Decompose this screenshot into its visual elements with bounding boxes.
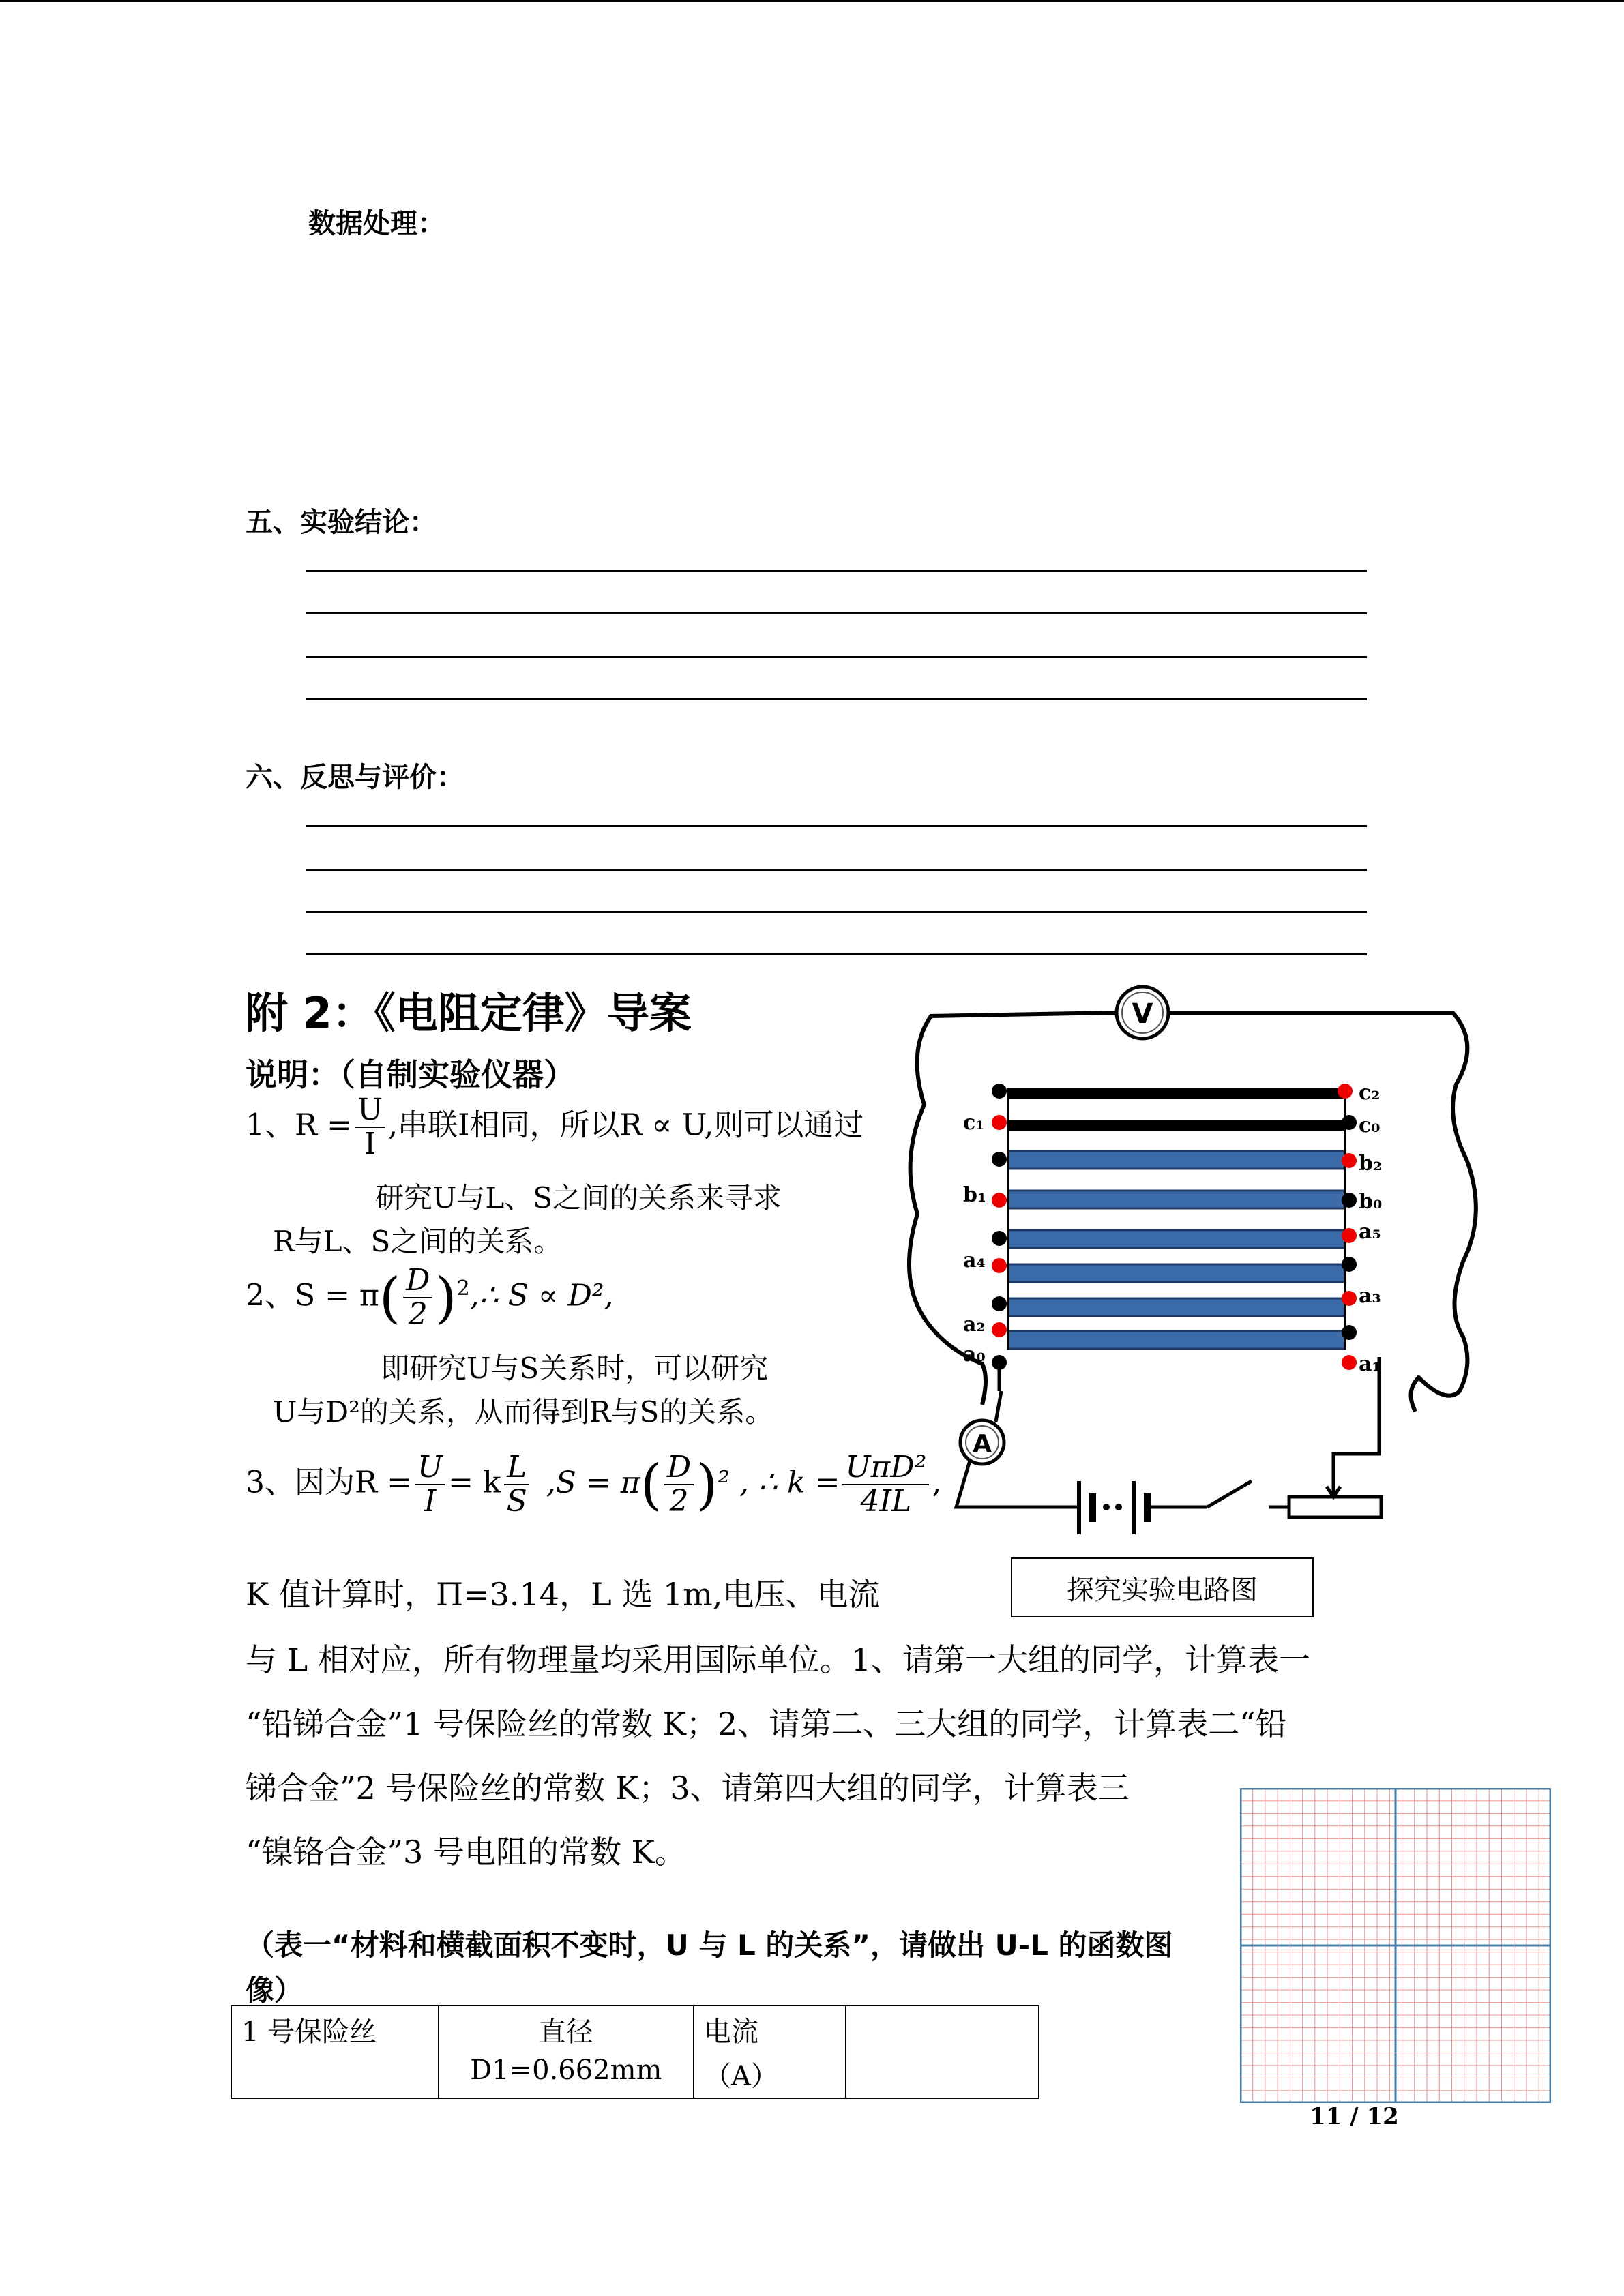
label-b1: b₁ xyxy=(963,1183,987,1207)
paren-right: ) xyxy=(696,1452,718,1517)
appendix-note: 说明：（自制实验仪器） xyxy=(246,1056,575,1093)
label-b0: b₀ xyxy=(1359,1190,1383,1214)
label-c1: c₁ xyxy=(963,1111,985,1135)
top-border xyxy=(0,0,1624,2)
answer-line xyxy=(306,911,1367,913)
cell-text: 直径 xyxy=(538,2016,593,2048)
item-1-line2: 研究U与L、S之间的关系来寻求 xyxy=(375,1181,782,1214)
item-1-line3: R与L、S之间的关系。 xyxy=(273,1225,563,1258)
answer-line xyxy=(306,656,1367,658)
switch xyxy=(1207,1481,1252,1507)
label-c0: c₀ xyxy=(1359,1114,1381,1137)
table1-caption-line1: （表一“材料和横截面积不变时，U 与 L 的关系”，请做出 U-L 的函数图 xyxy=(246,1928,1173,1962)
ammeter xyxy=(960,1420,1004,1464)
paragraph-line: “铅锑合金”1 号保险丝的常数 K；2、请第二、三大组的同学，计算表二“铅 xyxy=(246,1705,1287,1742)
wire-ammeter-link xyxy=(996,1391,1001,1422)
table-cell-current xyxy=(694,2006,846,2098)
item-1-rest: ,串联I相同，所以R ∝ U,则可以通过 xyxy=(388,1107,864,1143)
paren-left: ( xyxy=(640,1452,662,1517)
item-3-end: , xyxy=(932,1465,942,1500)
answer-line xyxy=(306,570,1367,572)
table-cell-empty[interactable] xyxy=(846,2006,1039,2098)
paren-left: ( xyxy=(379,1266,401,1330)
label-c2: c₂ xyxy=(1359,1081,1381,1105)
label-a4: a₄ xyxy=(963,1249,986,1272)
voltmeter-label: V xyxy=(1132,998,1153,1030)
fraction: $\frac{\text{UπD²}}{4IL}$ xyxy=(842,1452,929,1517)
label-a3: a₃ xyxy=(1359,1284,1381,1308)
fraction: $\frac{D}{2}$ xyxy=(403,1266,432,1330)
data-processing-heading: 数据处理： xyxy=(308,208,445,239)
label-a5: a₅ xyxy=(1359,1220,1381,1244)
item-1-formula xyxy=(246,1092,864,1161)
table1 xyxy=(231,2005,1039,2099)
paragraph-line: 与 L 相对应，所有物理量均采用国际单位。1、请第一大组的同学，计算表一 xyxy=(246,1641,1311,1678)
item-3-formula xyxy=(246,1452,941,1517)
item-2-formula xyxy=(246,1263,614,1332)
label-a0: a₀ xyxy=(963,1343,986,1367)
paragraph-line: K 值计算时，Π=3.14，L 选 1m,电压、电流 xyxy=(246,1576,880,1613)
voltmeter xyxy=(1117,987,1168,1039)
blue-wires xyxy=(1008,1151,1345,1349)
wire-c-top xyxy=(1008,1088,1345,1099)
fraction: $\frac{D}{2}$ xyxy=(664,1452,694,1517)
table-cell-fuse xyxy=(231,2006,439,2098)
page-number: 11 / 12 xyxy=(1310,2103,1399,2130)
table-cell-diameter xyxy=(439,2006,694,2098)
item-2-line2: 即研究U与S关系时，可以研究 xyxy=(381,1352,769,1385)
cell-text: （A） xyxy=(704,2061,778,2092)
answer-line xyxy=(306,612,1367,614)
paragraph-line: “镍铬合金”3 号电阻的常数 K。 xyxy=(246,1834,686,1870)
item-2-line3: U与D²的关系，从而得到R与S的关系。 xyxy=(273,1395,774,1429)
circuit-caption: 探究实验电路图 xyxy=(1011,1557,1314,1617)
superscript: 2 xyxy=(456,1276,470,1300)
item-3-prefix: 3、因为R = xyxy=(246,1465,412,1500)
wire-c-bottom xyxy=(1008,1120,1345,1131)
wire-bottom-left xyxy=(956,1461,1079,1507)
label-a2: a₂ xyxy=(963,1313,986,1337)
item-3-eq: = k xyxy=(448,1465,501,1500)
voltmeter-wire-right xyxy=(1170,1013,1476,1412)
battery xyxy=(1079,1481,1147,1534)
graph-paper[interactable] xyxy=(1240,1788,1551,2103)
ammeter-label: A xyxy=(973,1430,992,1458)
table1-caption-line2: 像） xyxy=(246,1973,304,2007)
answer-line xyxy=(306,825,1367,827)
paren-right: ) xyxy=(435,1266,457,1330)
cell-text: D1=0.662mm xyxy=(470,2055,662,2086)
terminals-left xyxy=(992,1084,1007,1370)
cell-text: 1 号保险丝 xyxy=(241,2016,377,2048)
item-2-prefix: 2、S = π xyxy=(246,1278,379,1313)
fraction: $\frac{L}{S}$ xyxy=(504,1452,530,1517)
item-2-rest: ,∴ S ∝ D², xyxy=(469,1278,614,1313)
paragraph-line: 锑合金”2 号保险丝的常数 K；3、请第四大组的同学，计算表三 xyxy=(246,1770,1130,1806)
answer-line xyxy=(306,698,1367,700)
table-row xyxy=(231,2006,1039,2098)
reflection-heading: 六、反思与评价： xyxy=(246,762,464,793)
item-1-prefix: 1、R = xyxy=(246,1107,352,1143)
appendix-title: 附 2：《电阻定律》导案 xyxy=(246,988,692,1038)
cell-text: 电流 xyxy=(704,2016,758,2048)
fraction: $\frac{U}{I}$ xyxy=(415,1452,445,1517)
item-3-s: ,S = π xyxy=(546,1465,640,1500)
fraction: $\frac{U}{I}$ xyxy=(355,1095,385,1159)
label-b2: b₂ xyxy=(1359,1152,1383,1176)
answer-line xyxy=(306,953,1367,955)
label-a1: a₁ xyxy=(1359,1352,1381,1376)
circuit-diagram xyxy=(887,968,1501,1582)
rheostat xyxy=(1289,1357,1381,1517)
conclusion-heading: 五、实验结论： xyxy=(246,507,437,538)
item-3-therefore: ² , ∴ k = xyxy=(718,1465,840,1500)
answer-line xyxy=(306,869,1367,871)
